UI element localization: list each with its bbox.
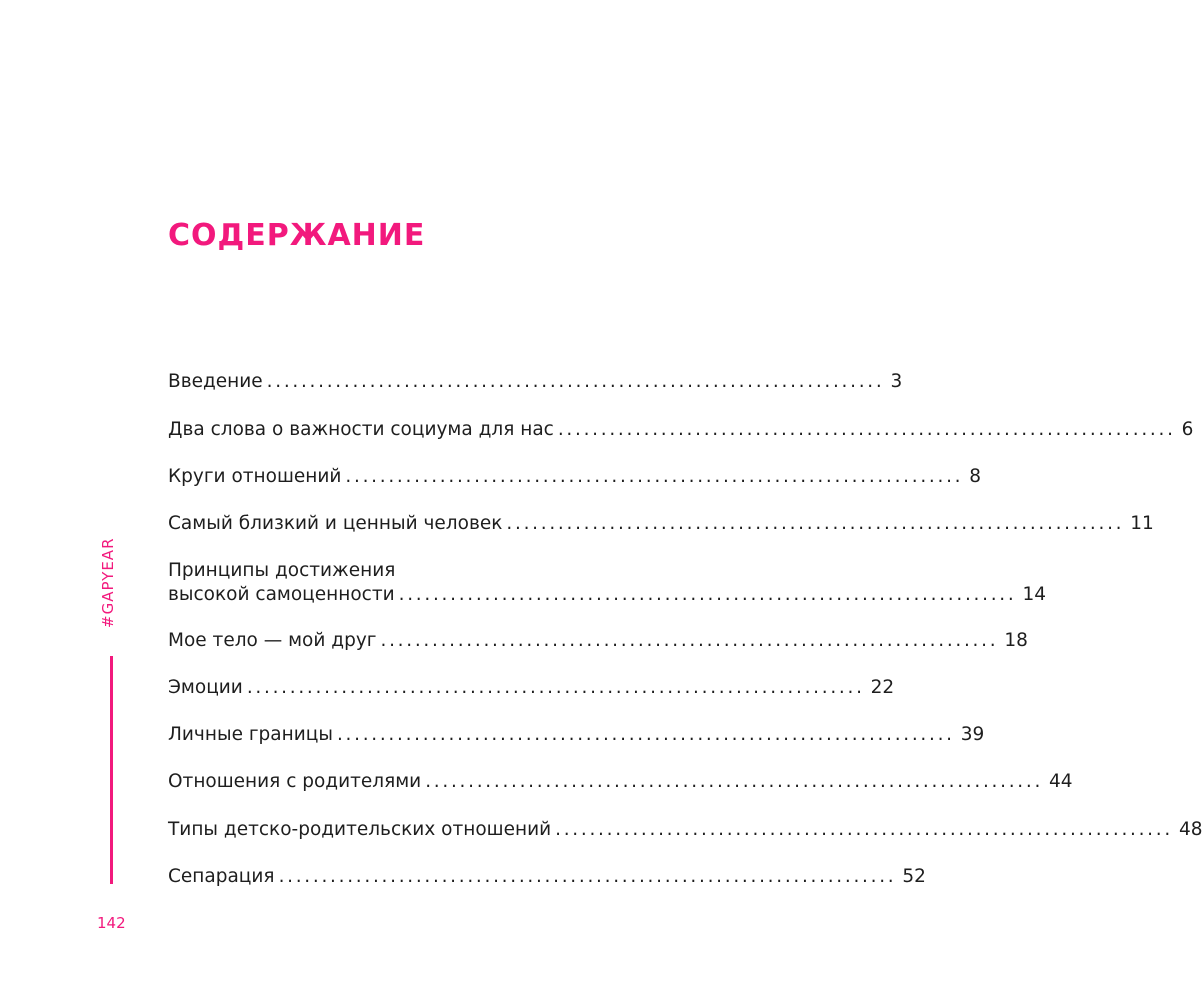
toc-entry-title: Круги отношений [168,466,342,487]
toc-leader-dots: ........................................................................ [555,819,1173,840]
toc-entry [168,629,1028,653]
toc-entry [168,370,903,394]
toc-entry-page: 18 [1004,630,1028,651]
toc-leader-dots: ........................................................................ [557,419,1176,440]
toc-entry-title: Введение [168,371,263,392]
toc-leader-dots: ........................................................................ [266,371,885,392]
page-number: 142 [97,914,126,932]
toc-entry-page: 3 [890,371,903,392]
toc-leader-dots: ........................................................................ [506,513,1125,534]
toc-entry-title: Личные границы [168,724,333,745]
toc-entry-title: Мое тело — мой друг [168,630,377,651]
toc-entry-page: 52 [902,866,926,887]
toc-entry-title: Два слова о важности социума для нас [168,419,554,440]
toc-entry [168,865,926,889]
toc-entry [168,465,982,489]
toc-entry-page: 8 [969,466,982,487]
toc-entry-title: Отношения с родителями [168,771,422,792]
toc-entry [168,512,1154,536]
toc-entry [168,770,1073,794]
toc-entry-title-line1: Принципы достижения [168,560,396,581]
toc-entry [168,418,1194,442]
toc-entry-title-line2: высокой самоценности [168,584,395,605]
toc-entry-page: 11 [1130,513,1154,534]
toc-entry-title: Типы детско-родительских отношений [168,819,552,840]
toc-entry-page: 6 [1181,419,1194,440]
toc-leader-dots: ........................................................................ [398,584,1017,605]
toc-entry [168,723,985,747]
toc-entry [168,818,1202,842]
toc-entry-page: 22 [870,677,895,698]
accent-divider [110,656,113,884]
toc-entry-page: 44 [1049,771,1073,792]
toc-leader-dots: ........................................................................ [345,466,964,487]
toc-entry-title: Эмоции [168,677,243,698]
toc-leader-dots: ........................................................................ [278,866,897,887]
hashtag-label: #GAPYEAR [99,537,117,628]
toc-entry-page: 39 [960,724,985,745]
toc-entry [168,676,895,700]
toc-entry [168,559,1046,607]
toc-leader-dots: ........................................................................ [336,724,955,745]
toc-leader-dots: ........................................................................ [380,630,999,651]
toc-leader-dots: ........................................................................ [246,677,865,698]
toc-entry-page: 48 [1178,819,1202,840]
toc-entry-page: 14 [1022,584,1046,605]
toc-entry-title: Сепарация [168,866,275,887]
toc-entry-title: Самый близкий и ценный человек [168,513,503,534]
toc-leader-dots: ........................................................................ [425,771,1044,792]
page-title: СОДЕРЖАНИЕ [168,218,426,253]
